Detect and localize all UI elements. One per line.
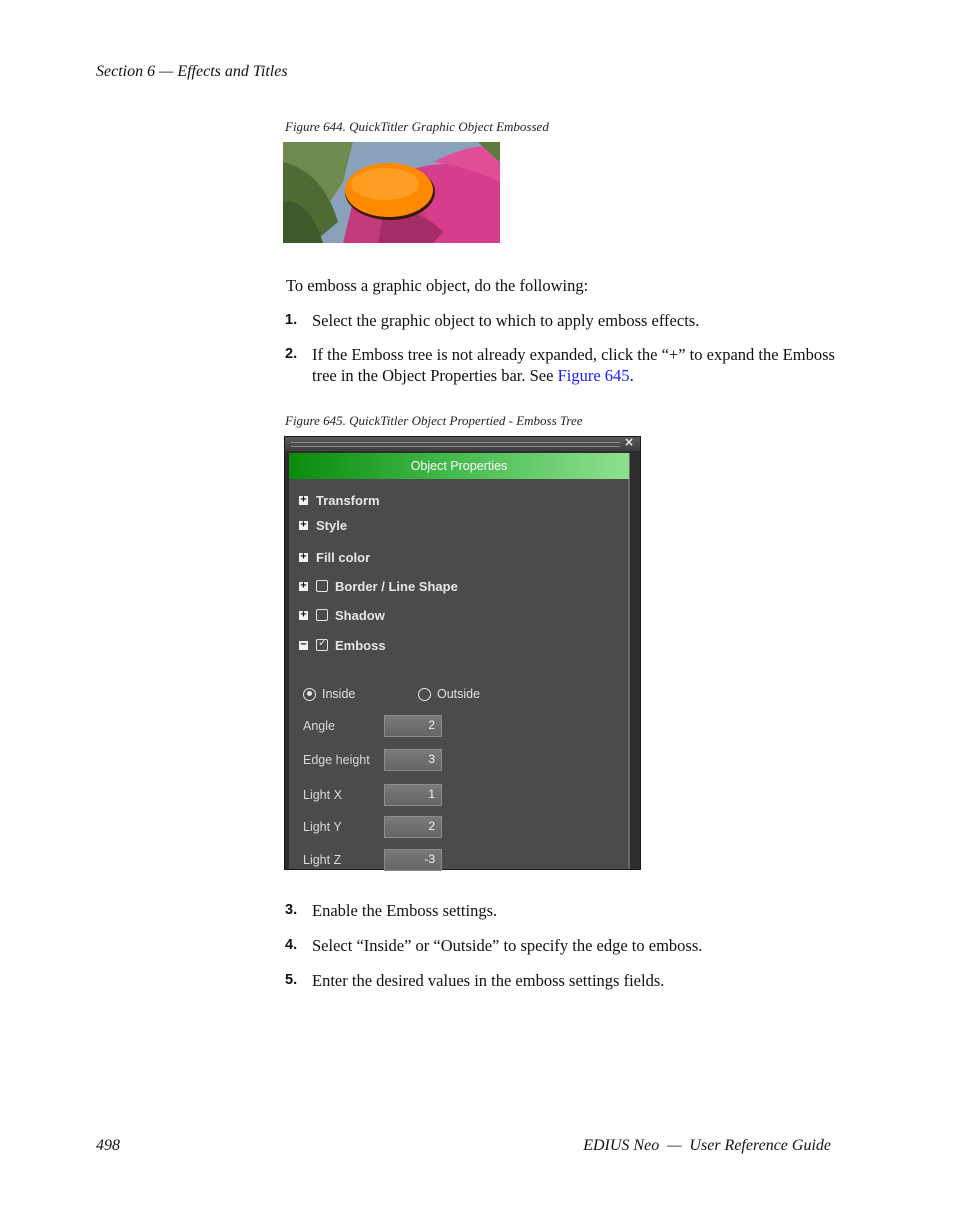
window-titlebar[interactable]: [285, 437, 640, 451]
step-number: 4.: [285, 937, 298, 953]
step-4: [285, 935, 845, 957]
figure-645-caption: Figure 645. QuickTitler Object Propertied - Emboss Tree: [285, 413, 583, 428]
tree-item-fill-color[interactable]: [299, 548, 370, 566]
radio-selected-icon[interactable]: [303, 688, 316, 701]
tree-item-transform[interactable]: [299, 491, 380, 509]
figure-645-link[interactable]: Figure 645: [557, 366, 630, 385]
panel-title: Object Properties: [289, 453, 629, 479]
light-z-label: Light Z: [303, 853, 342, 867]
tree-item-border-line-shape[interactable]: [299, 577, 458, 595]
light-y-label: Light Y: [303, 820, 342, 834]
tree-item-emboss[interactable]: [299, 636, 386, 654]
tree-item-label: Style: [316, 517, 348, 533]
expand-icon[interactable]: +: [300, 550, 307, 562]
edge-height-input[interactable]: 3: [384, 749, 442, 771]
tree-item-label: Transform: [316, 492, 380, 508]
light-x-label: Light X: [303, 788, 342, 802]
step-5: [285, 970, 845, 992]
expand-icon[interactable]: +: [300, 493, 307, 505]
step-text: Enter the desired values in the emboss settings fields.: [312, 971, 665, 990]
step-text: Enable the Emboss settings.: [312, 901, 498, 920]
close-icon[interactable]: ×: [623, 435, 634, 449]
tree-item-label: Emboss: [335, 637, 386, 653]
step-number: 1.: [285, 312, 298, 328]
tree-item-label: Fill color: [316, 549, 371, 565]
edge-height-label: Edge height: [303, 753, 370, 767]
border-checkbox[interactable]: [316, 580, 328, 592]
section-header: Section 6 — Effects and Titles: [96, 63, 288, 80]
emboss-checkbox[interactable]: [316, 636, 328, 651]
light-x-input[interactable]: 1: [384, 784, 442, 806]
step-text-part: If the Emboss tree is not already expanded, click the “+” to expand the Emboss tree in the Object Properties bar. See: [312, 345, 835, 385]
radio-inside[interactable]: [303, 685, 355, 703]
intro-text: To emboss a graphic object, do the following:: [286, 276, 589, 295]
tree-item-label: Border / Line Shape: [335, 578, 458, 594]
radio-label: Outside: [437, 687, 481, 701]
radio-outside[interactable]: [418, 685, 480, 703]
expand-icon[interactable]: +: [300, 579, 307, 591]
expand-icon[interactable]: +: [300, 608, 307, 620]
step-text: Select “Inside” or “Outside” to specify the edge to emboss.: [312, 936, 703, 955]
radio-label: Inside: [322, 687, 356, 701]
drag-grip[interactable]: [291, 442, 620, 447]
light-y-input[interactable]: 2: [384, 816, 442, 838]
collapse-icon[interactable]: −: [300, 638, 307, 650]
angle-label: Angle: [303, 719, 335, 733]
figure-644-image: [283, 142, 500, 243]
guide-title: EDIUS Neo — User Reference Guide: [583, 1137, 831, 1154]
tree-item-shadow[interactable]: [299, 606, 385, 624]
step-text: Select the graphic object to which to apply emboss effects.: [312, 311, 700, 330]
object-properties-window: [284, 436, 641, 870]
page-number: 498: [96, 1137, 120, 1154]
radio-unselected-icon[interactable]: [418, 688, 431, 701]
object-properties-panel: [289, 453, 630, 869]
step-text-part: .: [629, 366, 634, 385]
shadow-checkbox[interactable]: [316, 609, 328, 621]
checkmark-icon: ✓: [318, 636, 328, 649]
tree-item-style[interactable]: [299, 516, 347, 534]
step-2: [285, 344, 845, 388]
angle-input[interactable]: 2: [384, 715, 442, 737]
step-1: [285, 310, 845, 332]
expand-icon[interactable]: +: [300, 518, 307, 530]
step-number: 5.: [285, 972, 298, 988]
step-number: 2.: [285, 346, 298, 362]
step-text: [312, 344, 842, 386]
light-z-input[interactable]: -3: [384, 849, 442, 871]
step-number: 3.: [285, 902, 298, 918]
tree-item-label: Shadow: [335, 607, 385, 623]
step-3: [285, 900, 845, 922]
figure-644-caption: Figure 644. QuickTitler Graphic Object Embossed: [285, 119, 549, 134]
